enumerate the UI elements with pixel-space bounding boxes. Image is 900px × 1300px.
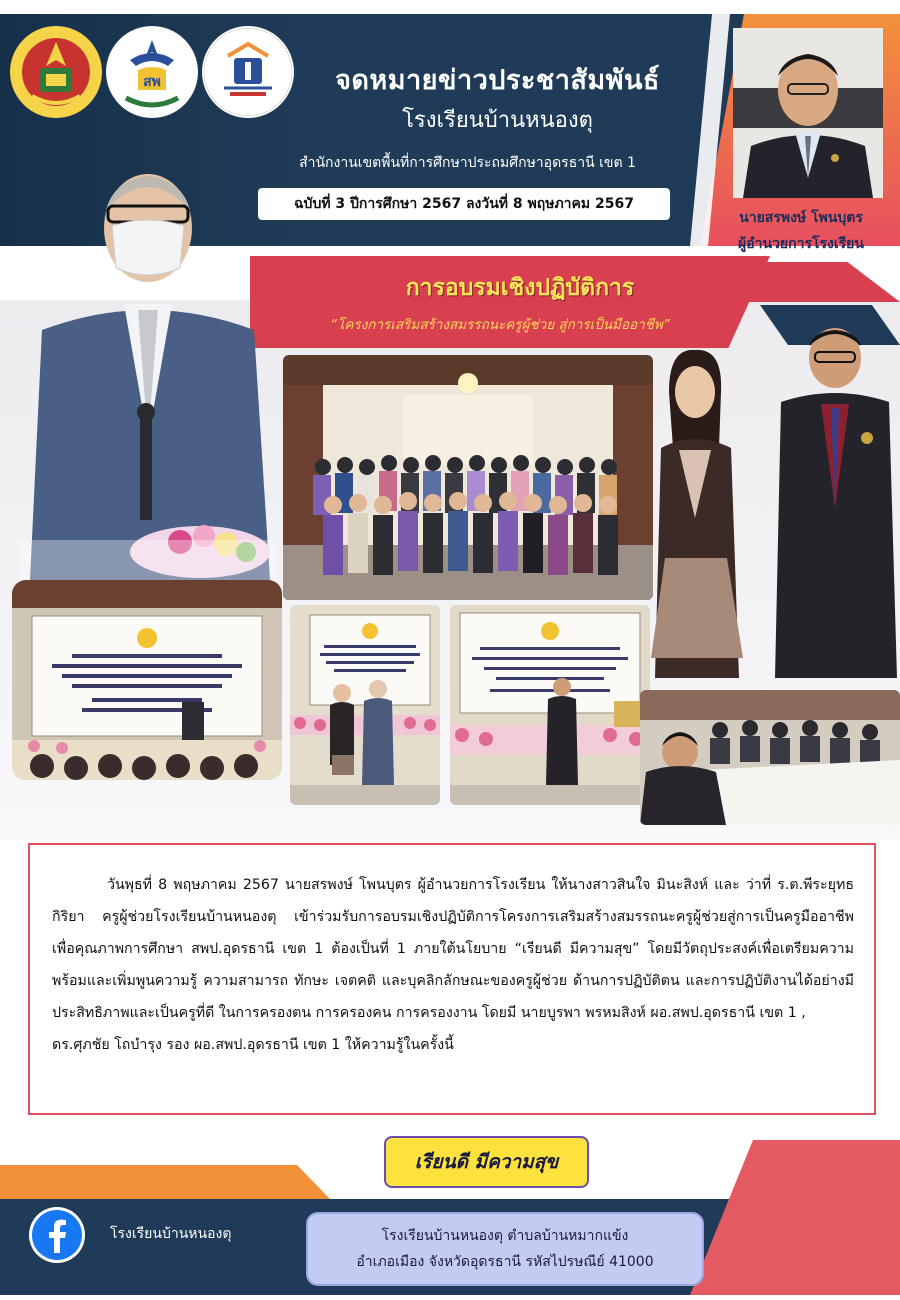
- photo-teachers: [635, 318, 900, 678]
- issue-info: ฉบับที่ 3 ปีการศึกษา 2567 ลงวันที่ 8 พฤษภาคม 2567: [258, 188, 670, 220]
- facebook-page-label[interactable]: โรงเรียนบ้านหนองตุ: [110, 1226, 232, 1242]
- facebook-icon[interactable]: [28, 1206, 86, 1264]
- education-office: สำนักงานเขตพื้นที่การศึกษาประถมศึกษาอุดรธานี เขต 1: [299, 155, 636, 171]
- school-address: [306, 1212, 704, 1286]
- footer-orange-band: [0, 1165, 330, 1199]
- school-motto: เรียนดี มีความสุข: [384, 1136, 589, 1188]
- photo-speaker: [20, 140, 275, 580]
- photo-stage-two: [290, 605, 440, 805]
- address-line-1: โรงเรียนบ้านหนองตุ ตำบลบ้านหมากแข้ง: [381, 1228, 629, 1244]
- director-name: นายสรพงษ์ โพนบุตร: [739, 210, 863, 226]
- garuda-emblem-icon: [106, 26, 198, 118]
- photo-group: [283, 355, 653, 600]
- activity-title: การอบรมเชิงปฏิบัติการ: [405, 275, 635, 301]
- school-name: โรงเรียนบ้านหนองตุ: [402, 108, 593, 133]
- school-emblem-icon: [10, 26, 102, 118]
- article-paragraph: วันพุธที่ 8 พฤษภาคม 2567 นายสรพงษ์ โพนบุตร ผู้อำนวยการโรงเรียน ให้นางสาวสินใจ มินะสิงห์ และ ว่าที่ ร.ต.พีระยุทธ กิริยา ครูผู้ช่วยโรงเรียนบ้านหนองตุ เข้าร่วมรับการอบรมเชิงปฏิบัติการโครงการเสริมสร้างสมรรถนะครูผู้ช่วยสู่การเป็นครูมืออาชีพ เพื่อคุณภาพการศึกษา สพป.อุดรธานี เขต 1 ต้องเป็นที่ 1 ภายใต้นโยบาย “เรียนดี มีความสุข” โดยมีวัตถุประสงค์เพื่อเตรียมความพร้อมและเพิ่มพูนความรู้ ความสามารถ ทักษะ เจตคติ และบุคลิกลักษณะของครูผู้ช่วย ด้านการปฏิบัติตน และการปฏิบัติงานได้อย่างมีประสิทธิภาพและเป็นครูที่ดี ในการครองตน การครองคน การครองงาน โดยมี นายบูรพา พรหมสิงห์ ผอ.สพป.อุดรธานี เขต 1 ,: [52, 877, 854, 1021]
- newsletter-title: จดหมายข่าวประชาสัมพันธ์: [335, 65, 660, 96]
- activity-subtitle: “โครงการเสริมสร้างสมรรถนะครูผู้ช่วย สู่การเป็นมืออาชีพ”: [330, 317, 670, 333]
- photo-stage-one: [450, 605, 650, 805]
- director-title: ผู้อำนวยการโรงเรียน: [738, 236, 864, 252]
- quality-school-emblem-icon: [202, 26, 294, 118]
- photo-training-desks: [640, 690, 900, 825]
- photo-hall-screen: [12, 580, 282, 780]
- footer-red-wedge: [690, 1140, 900, 1295]
- svg-text:สพ: สพ: [143, 74, 161, 90]
- address-line-2: อำเภอเมือง จังหวัดอุดรธานี รหัสไปรษณีย์ 41000: [356, 1254, 654, 1270]
- article-paragraph-end: ดร.ศุภชัย โถบำรุง รอง ผอ.สพป.อุดรธานี เขต 1 ให้ความรู้ในครั้งนี้: [52, 1037, 454, 1053]
- director-photo: [733, 28, 883, 198]
- article-box: [28, 843, 876, 1115]
